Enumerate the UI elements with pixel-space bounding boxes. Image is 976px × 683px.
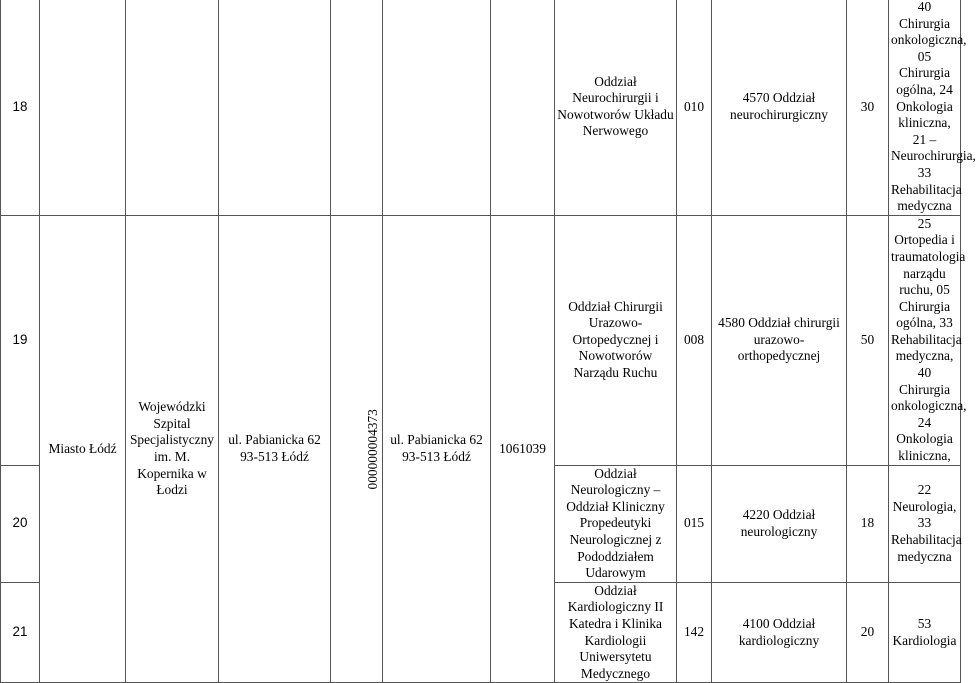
empty-cell	[40, 0, 126, 215]
empty-cell	[219, 0, 331, 215]
entity-code-text: 000000004373	[364, 408, 380, 490]
cell-unit: 4100 Oddział kardiologiczny	[712, 582, 847, 683]
bed-count: 20	[847, 582, 889, 683]
unit-name: Oddział Kardiologiczny II Katedra i Klinika Kardiologii Uniwersytetu Medycznego	[555, 582, 677, 683]
department-code: 010	[677, 0, 712, 215]
empty-cell	[126, 0, 219, 215]
empty-cell	[491, 0, 555, 215]
unit-name: Oddział Neurochirurgii i Nowotworów Układu Nerwowego	[555, 0, 677, 215]
facility-code: 1061039	[491, 215, 555, 683]
row-number: 21	[1, 582, 40, 683]
table-row	[1, 0, 961, 215]
table-row	[1, 215, 961, 465]
department-code: 015	[677, 465, 712, 582]
bed-count: 50	[847, 215, 889, 465]
bed-count: 18	[847, 465, 889, 582]
entity-code	[331, 215, 383, 683]
specialties: 22 Neurologia, 33 Rehabilitacja medyczna	[889, 465, 961, 582]
empty-cell	[331, 0, 383, 215]
row-number: 20	[1, 465, 40, 582]
unit-name: Oddział Neurologiczny – Oddział Kliniczny Propedeutyki Neurologicznej z Pododdziałem Udarowym	[555, 465, 677, 582]
cell-unit: 4580 Oddział chirurgii urazowo- orthopedycznej	[712, 215, 847, 465]
row-number: 18	[1, 0, 40, 215]
cell-unit: 4570 Oddział neurochirurgiczny	[712, 0, 847, 215]
entity-address: ul. Pabianicka 62 93-513 Łódź	[219, 215, 331, 683]
locality: Miasto Łódź	[40, 215, 126, 683]
bed-count: 30	[847, 0, 889, 215]
department-code: 008	[677, 215, 712, 465]
cell-unit: 4220 Oddział neurologiczny	[712, 465, 847, 582]
department-code: 142	[677, 582, 712, 683]
specialties: 25 Ortopedia i traumatologia narządu ruchu, 05 Chirurgia ogólna, 33 Rehabilitacja medyczna, 40 Chirurgia onkologiczna, 24 Onkologia kliniczna,	[889, 215, 961, 465]
entity-name: Wojewódzki Szpital Specjalistyczny im. M. Kopernika w Łodzi	[126, 215, 219, 683]
specialties: 40 Chirurgia onkologiczna, 05 Chirurgia ogólna, 24 Onkologia kliniczna, 21 – Neurochirurgia, 33 Rehabilitacja medyczna	[889, 0, 961, 215]
empty-cell	[383, 0, 491, 215]
row-number: 19	[1, 215, 40, 465]
facility-address: ul. Pabianicka 62 93-513 Łódź	[383, 215, 491, 683]
unit-name: Oddział Chirurgii Urazowo- Ortopedycznej i Nowotworów Narządu Ruchu	[555, 215, 677, 465]
specialties: 53 Kardiologia	[889, 582, 961, 683]
